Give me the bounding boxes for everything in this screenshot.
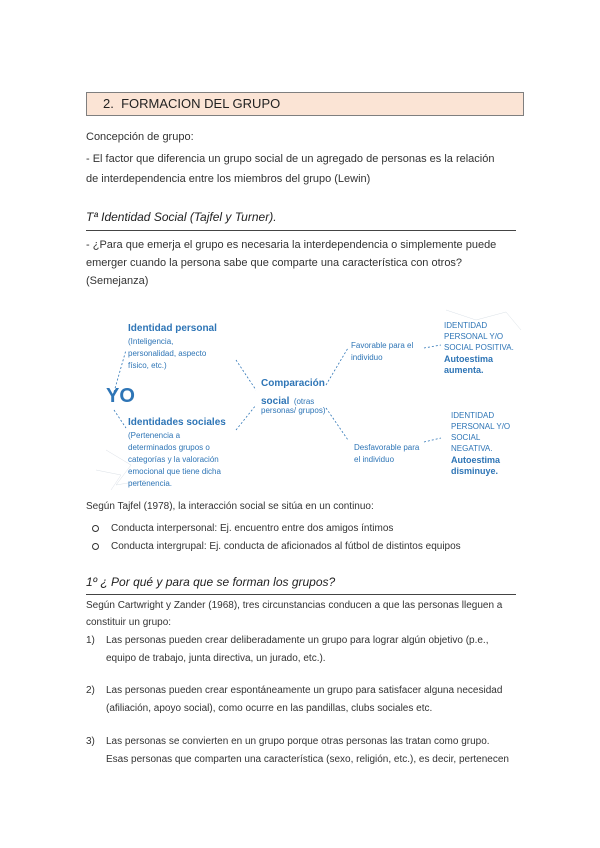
theory-line-1: - ¿Para que emerja el grupo es necesaria la interdependencia o simplemente puede [86, 239, 497, 251]
intro-label: Concepción de grupo: [86, 131, 194, 143]
positive-result-1: IDENTIDAD [444, 321, 488, 330]
connector-comparison-favorable [326, 348, 348, 385]
continuum-item-text: Conducta interpersonal: Ej. encuentro entre dos amigos íntimos [111, 523, 394, 534]
social-identities-desc-3: categorías y la valoración [128, 455, 219, 464]
social-identities-title: Identidades sociales [128, 417, 226, 428]
comparison-desc-2: personas/ grupos) [261, 406, 326, 415]
list-item-number: 3) [86, 736, 95, 747]
connector-favorable-positive [424, 345, 441, 348]
negative-result-6: disminuye. [451, 466, 499, 476]
theory-divider [86, 230, 516, 231]
connector-social-comparison [236, 405, 256, 430]
question-text-1: Según Cartwright y Zander (1968), tres circunstancias conducen a que las personas lleguen a [86, 600, 503, 611]
social-identities-desc-1: (Pertenencia a [128, 431, 181, 440]
list-item [86, 632, 488, 650]
comparison-title-2: social [261, 396, 290, 407]
section-number: 2. [103, 96, 114, 111]
negative-result-5: Autoestima [451, 455, 501, 465]
list-item-line-1: Las personas se convierten en un grupo porque otras personas las tratan como grupo. [106, 736, 490, 747]
personal-identity-title: Identidad personal [128, 323, 217, 334]
question-divider [86, 594, 516, 595]
desfavorable-line-1: Desfavorable para [354, 443, 420, 452]
section-title: FORMACION DEL GRUPO [121, 96, 281, 111]
question-text-2: constituir un grupo: [86, 617, 172, 628]
positive-result-4: Autoestima [444, 354, 494, 364]
social-identities-desc-5: pertenencia. [128, 479, 173, 488]
connector-yo-social [114, 410, 126, 428]
positive-result-2: PERSONAL Y/O [444, 332, 504, 341]
bullet-icon [92, 543, 99, 550]
personal-identity-desc-2: personalidad, aspecto [128, 349, 207, 358]
negative-result-2: PERSONAL Y/O [451, 422, 511, 431]
comparison-title-1: Comparación [261, 378, 325, 389]
intro-line-2: de interdependencia entre los miembros del grupo (Lewin) [86, 173, 371, 185]
theory-line-2: emerger cuando la persona sabe que comparte una característica con otros? [86, 257, 463, 269]
negative-result-4: NEGATIVA. [451, 444, 493, 453]
favorable-line-1: Favorable para el [351, 341, 414, 350]
list-item-line-1: Las personas pueden crear deliberadamente un grupo para lograr algún objetivo (p.e., [106, 635, 489, 646]
list-item-number: 1) [86, 635, 95, 646]
social-identities-desc-4: emocional que tiene dicha [128, 467, 221, 476]
question-heading: 1º ¿ Por qué y para que se forman los grupos? [86, 575, 336, 589]
intro-line-1: - El factor que diferencia un grupo social de un agregado de personas es la relación [86, 153, 495, 165]
personal-identity-desc-3: físico, etc.) [128, 361, 167, 370]
favorable-line-2: individuo [351, 353, 383, 362]
theory-heading: Tª Identidad Social (Tajfel y Turner). [86, 210, 277, 224]
negative-result-1: IDENTIDAD [451, 411, 495, 420]
connector-comparison-desfavorable [326, 408, 348, 440]
bullet-icon [92, 525, 99, 532]
theory-line-3: (Semejanza) [86, 275, 149, 287]
list-item-line-2: (afiliación, apoyo social), como ocurre en las pandillas, clubs sociales etc. [106, 703, 433, 714]
continuum-item [92, 538, 461, 556]
list-item [86, 682, 502, 700]
list-item-line-2: Esas personas que comparten una característica (sexo, religión, etc.), es decir, pertenecen [106, 754, 509, 765]
continuum-item-text: Conducta intergrupal: Ej. conducta de aficionados al fútbol de distintos equipos [111, 541, 461, 552]
decorative-network-2 [96, 470, 121, 490]
negative-result-3: SOCIAL [451, 433, 481, 442]
list-item-line-1: Las personas pueden crear espontáneamente un grupo para satisfacer alguna necesidad [106, 685, 503, 696]
connector-personal-comparison [236, 360, 256, 390]
social-identities-desc-2: determinados grupos o [128, 443, 210, 452]
section-heading [86, 92, 524, 116]
continuum-item [92, 520, 393, 538]
positive-result-5: aumenta. [444, 365, 484, 375]
list-item [86, 733, 490, 751]
personal-identity-desc-1: (Inteligencia, [128, 337, 174, 346]
positive-result-3: SOCIAL POSITIVA. [444, 343, 514, 352]
yo-label: YO [106, 385, 135, 407]
identity-diagram [86, 300, 526, 495]
list-item-line-2: equipo de trabajo, junta directiva, un jurado, etc.). [106, 653, 326, 664]
continuum-text: Según Tajfel (1978), la interacción social se sitúa en un continuo: [86, 501, 374, 512]
connector-desfavorable-negative [424, 438, 441, 442]
list-item-number: 2) [86, 685, 95, 696]
comparison-desc-1: (otras [293, 397, 315, 406]
desfavorable-line-2: el individuo [354, 455, 395, 464]
